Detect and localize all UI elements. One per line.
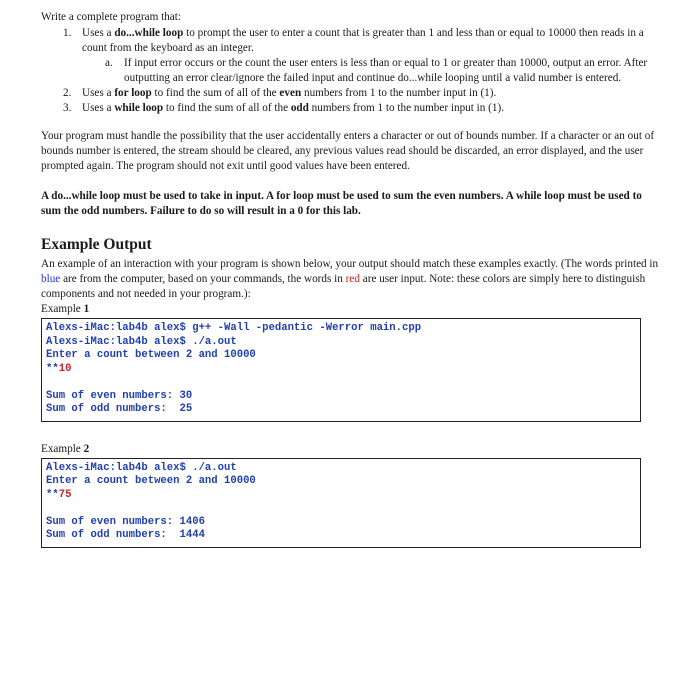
sum-even-line: Sum of even numbers: 30: [46, 389, 193, 402]
example-label-number: 2: [83, 442, 90, 455]
requirements-paragraph: Your program must handle the possibility that the user accidentally enters a character or out of bounds number. If a character or an out of bounds number is entered, the stream should be cleared, any previous values read should be discarded, an error displayed, and the user prompted again. The program should not exit until good values have been entered.: [41, 130, 655, 172]
sum-odd-line: Sum of odd numbers: 25: [46, 403, 193, 415]
item-bold: even: [279, 87, 302, 99]
list-number: 1.: [63, 27, 72, 39]
list-number: 3.: [63, 102, 72, 114]
desc-text: An example of an interaction with your program is shown below, your output should match these examples exactly. (The words printed in: [41, 258, 659, 270]
terminal-box-example-1: [41, 318, 641, 422]
list-item-1: [41, 26, 661, 56]
example-label-number: 1: [83, 303, 90, 315]
terminal-line: Enter a count between 2 and 10000: [46, 349, 256, 361]
example-2-label: [41, 442, 661, 457]
item-text: to find the sum of all of the: [151, 87, 280, 99]
loop-requirements-paragraph: A do...while loop must be used to take in input. A for loop must be used to sum the even numbers. A while loop must be used to sum the odd numbers. Failure to do so will result in a 0 for this lab.: [41, 190, 642, 217]
item-text: numbers from 1 to the number input in (1).: [308, 102, 505, 114]
desc-red-word: red: [345, 273, 360, 285]
example-description: [41, 257, 661, 302]
section-heading: Example Output: [41, 236, 152, 253]
item-text: numbers from 1 to the number input in (1).: [301, 87, 497, 99]
example-1-label: [41, 302, 661, 317]
terminal-line: Alexs-iMac:lab4b alex$ ./a.out: [46, 461, 237, 474]
example-label-text: Example: [41, 442, 84, 455]
list-number: 2.: [63, 87, 72, 99]
item-text: Uses a: [82, 87, 115, 99]
input-prefix: **: [46, 362, 59, 375]
sub-item-text: If input error occurs or the count the user enters is less than or equal to 1 or greater than 10000, output an error. After outputting an error clear/ignore the failed input and continue do...while looping until a valid number is entered.: [124, 57, 648, 84]
item-bold: do...while loop: [114, 27, 184, 39]
sum-odd-line: Sum of odd numbers: 1444: [46, 529, 205, 541]
terminal-line: Alexs-iMac:lab4b alex$ ./a.out: [46, 335, 237, 348]
list-item-2: [41, 86, 661, 101]
item-text: to prompt the user to enter a count that is greater than 1 and less than or equal to 10000 then reads in a count from the keyboard as an integer.: [82, 27, 644, 54]
desc-blue-word: blue: [41, 273, 61, 285]
user-input: 75: [58, 488, 72, 501]
sum-even-line: Sum of even numbers: 1406: [46, 515, 205, 528]
terminal-line: Enter a count between 2 and 10000: [46, 475, 256, 487]
sub-list-item-a: [41, 56, 661, 86]
input-prefix: **: [46, 488, 59, 501]
list-letter: a.: [105, 57, 113, 69]
terminal-input-line: [46, 489, 636, 503]
item-bold: for loop: [114, 87, 152, 99]
item-text: Uses a: [82, 102, 115, 114]
item-text: Uses a: [82, 27, 115, 39]
item-bold: while loop: [114, 102, 164, 114]
terminal-box-example-2: [41, 458, 641, 548]
intro-text: Write a complete program that:: [41, 11, 181, 23]
item-text: to find the sum of all of the: [163, 102, 291, 114]
desc-text: are user input. Note: these colors are simply here to distinguish components and not needed in your program.):: [41, 273, 646, 300]
desc-text: are from the computer, based on your commands, the words in: [60, 273, 346, 285]
blank-line: [46, 376, 636, 390]
terminal-line: Alexs-iMac:lab4b alex$ g++ -Wall -pedantic -Werror main.cpp: [46, 322, 422, 334]
terminal-input-line: [46, 363, 636, 377]
assignment-document: [41, 10, 661, 548]
list-item-3: [41, 101, 661, 116]
user-input: 10: [58, 362, 72, 375]
blank-line: [46, 502, 636, 516]
example-label-text: Example: [41, 303, 84, 315]
item-bold: odd: [290, 102, 309, 114]
